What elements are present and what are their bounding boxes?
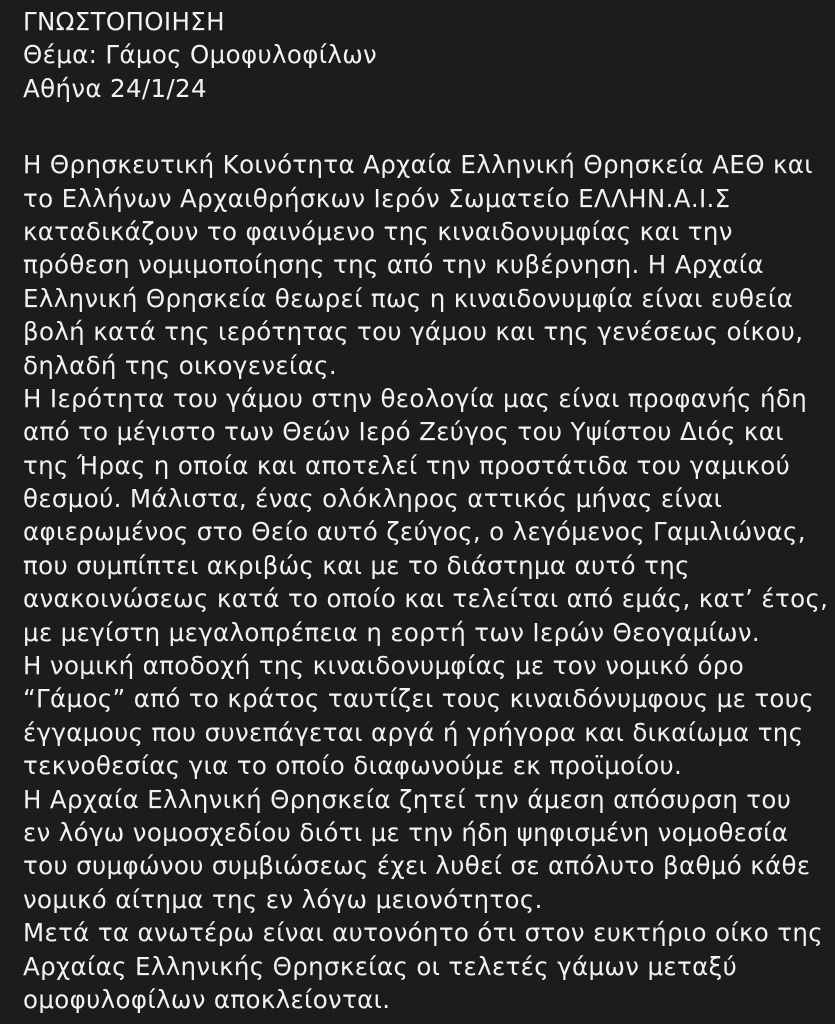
body-line: του συμφώνου συμβιώσεως έχει λυθεί σε απόλυτο βαθμό κάθε bbox=[23, 851, 811, 881]
body-line: θεσμού. Μάλιστα, ένας ολόκληρος αττικός μήνας είναι bbox=[23, 484, 723, 514]
body-line: καταδικάζουν το φαινόμενο της κιναιδονυμφίας και την bbox=[23, 216, 733, 246]
body-line: Η Θρησκευτική Κοινότητα Αρχαία Ελληνική Θρησκεία ΑΕΘ και bbox=[23, 150, 813, 180]
body-line: τεκνοθεσίας για το οποίο διαφωνούμε εκ προϊμοίου. bbox=[23, 751, 683, 781]
announcement-title: ΓΝΩΣΤΟΠΟΙΗΣΗ bbox=[23, 7, 225, 36]
body-line: από το μέγιστο των Θεών Ιερό Ζεύγος του Υψίστου Διός και bbox=[23, 417, 784, 447]
body-line: Η νομική αποδοχή της κιναιδονυμφίας με τον νομικό όρο bbox=[23, 651, 745, 681]
body-line: Μετά τα ανωτέρω είναι αυτονόητο ότι στον ευκτήριο οίκο της bbox=[23, 918, 823, 948]
announcement-body bbox=[23, 148, 829, 1016]
body-line: νομικό αίτημα της εν λόγω μειονότητος. bbox=[23, 884, 543, 914]
announcement-header bbox=[23, 5, 825, 105]
body-line: με μεγίστη μεγαλοπρέπεια η εορτή των Ιερών Θεογαμίων. bbox=[23, 617, 761, 647]
body-line: πρόθεση νομιμοποίησης της από την κυβέρνηση. Η Αρχαία bbox=[23, 250, 764, 280]
body-line: της Ήρας η οποία και αποτελεί την προστάτιδα του γαμικού bbox=[23, 450, 791, 480]
body-line: εν λόγω νομοσχεδίου διότι με την ήδη ψηφισμένη νομοθεσία bbox=[23, 817, 789, 847]
body-line: που συμπίπτει ακριβώς και με το διάστημα αυτό της bbox=[23, 550, 690, 580]
body-line: Ελληνική Θρησκεία θεωρεί πως η κιναιδονυμφία είναι ευθεία bbox=[23, 283, 794, 313]
body-line: ανακοινώσεως κατά το οποίο και τελείται από εμάς, κατ’ έτος, bbox=[23, 584, 829, 614]
body-line: Η Ιερότητα του γάμου στην θεολογία μας είναι προφανής ήδη bbox=[23, 383, 808, 413]
body-line: έγγαμους που συνεπάγεται αργά ή γρήγορα και δικαίωμα της bbox=[23, 717, 804, 747]
body-line: “Γάμος” από το κράτος ταυτίζει τους κιναιδόνυμφους με τους bbox=[23, 684, 815, 714]
body-line: Αρχαίας Ελληνικής Θρησκείας οι τελετές γάμων μεταξύ bbox=[23, 951, 738, 981]
announcement-subject: Θέμα: Γάμος Ομοφυλοφίλων bbox=[23, 40, 378, 70]
body-line: το Ελλήνων Αρχαιθρήσκων Ιερόν Σωματείο ΕΛΛΗΝ.Α.Ι.Σ bbox=[23, 183, 731, 213]
body-line: Η Αρχαία Ελληνική Θρησκεία ζητεί την άμεση απόσυρση του bbox=[23, 784, 792, 814]
body-line: αφιερωμένος στο Θείο αυτό ζεύγος, ο λεγόμενος Γαμιλιώνας, bbox=[23, 517, 806, 547]
body-line: δηλαδή της οικογενείας. bbox=[23, 350, 337, 380]
paragraph-spacer bbox=[23, 105, 825, 148]
body-line: βολή κατά της ιερότητας του γάμου και της γενέσεως οίκου, bbox=[23, 317, 804, 347]
announcement-place-date: Αθήνα 24/1/24 bbox=[23, 73, 207, 103]
body-line: ομοφυλοφίλων αποκλείονται. bbox=[23, 984, 391, 1014]
